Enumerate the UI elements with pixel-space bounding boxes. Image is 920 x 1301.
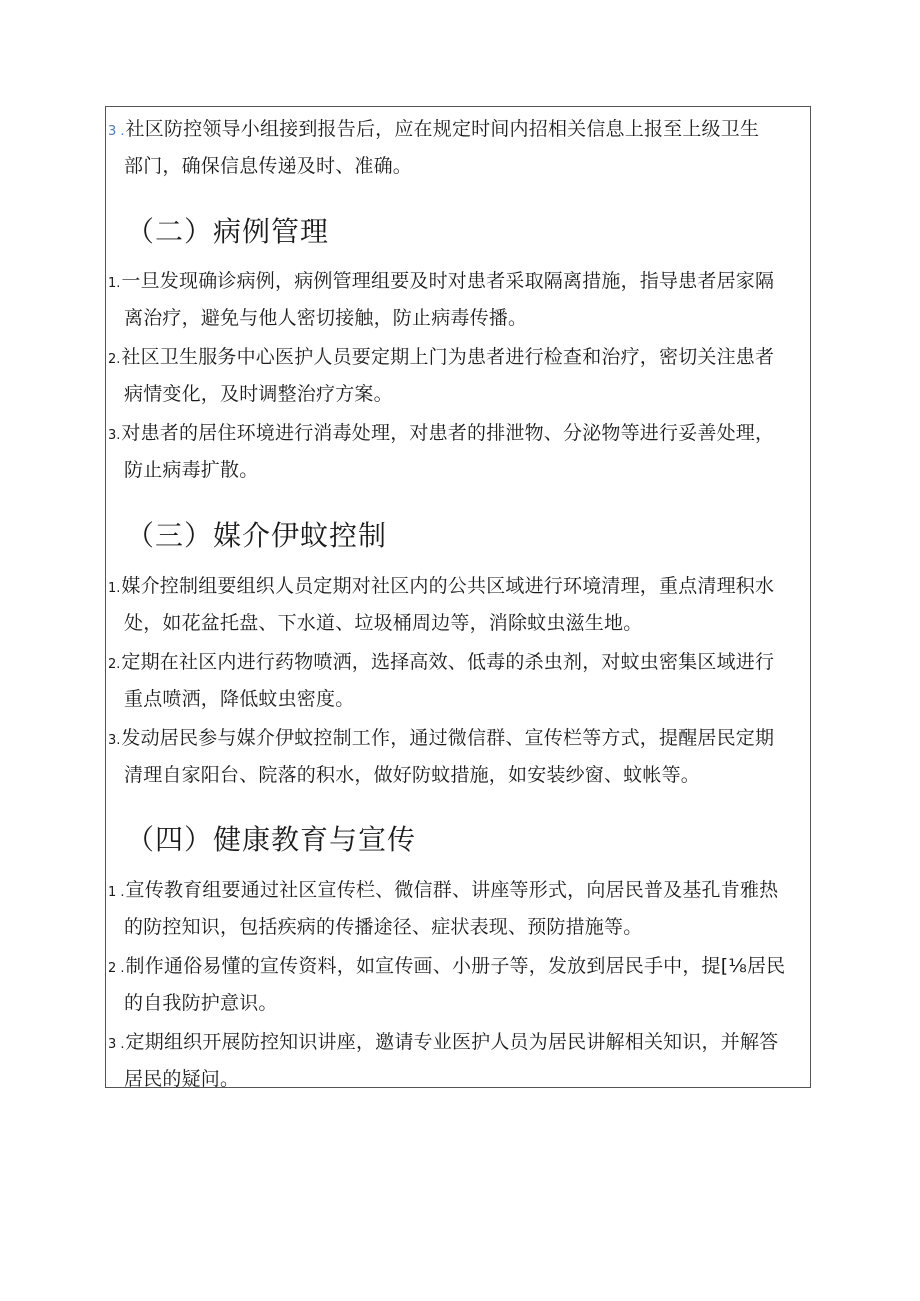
section-heading-mosquito: （三）媒介伊蚊控制: [126, 519, 388, 552]
item-text-line2: 的自我防护意识。: [124, 992, 278, 1014]
item-text-line2: 离治疗，避免与他人密切接触，防止病毒传播。: [124, 307, 528, 329]
item-number: 3.: [108, 428, 121, 443]
item-text-line2: 部门，确保信息传递及时、准确。: [124, 155, 413, 177]
item-text-line1: 对患者的居住环境进行消毒处理，对患者的排泄物、分泌物等进行妥善处理，: [121, 422, 775, 444]
item-text-line2: 清理自家阳台、院落的积水，做好防蚊措施，如安装纱窗、蚊帐等。: [124, 764, 701, 786]
item-text-line2: 的防控知识，包括疾病的传播途径、症状表现、预防措施等。: [124, 916, 643, 938]
item-number: 3 .: [108, 124, 125, 139]
section-heading-case: （二）病例管理: [126, 215, 330, 248]
item-number: 3.: [108, 733, 121, 748]
item-text-line1: 社区防控领导小组接到报告后，应在规定时间内招相关信息上报至上级卫生: [125, 118, 760, 140]
item-text-line2: 居民的疑问。: [124, 1068, 240, 1090]
mosquito-item-3: [108, 721, 808, 792]
section-heading-education: （四）健康教育与宣传: [126, 823, 417, 856]
item-text-line1: 宣传教育组要通过社区宣传栏、微信群、讲座等形式，向居民普及基孔肯雅热: [125, 879, 779, 901]
item-number: 2.: [108, 352, 121, 367]
item-number: 1.: [108, 276, 121, 291]
item-text-line1: 发动居民参与媒介伊蚊控制工作，通过微信群、宣传栏等方式，提醒居民定期: [121, 727, 775, 749]
education-item-2: [108, 949, 808, 1020]
item-text-line2: 病情变化，及时调整治疗方案。: [124, 383, 393, 405]
item-text-line1: 定期组织开展防控知识讲座，邀请专业医护人员为居民讲解相关知识，并解答: [125, 1031, 779, 1053]
case-item-3: [108, 416, 808, 487]
education-item-1: [108, 873, 808, 944]
item-text-line1: 制作通俗易懂的宣传资料，如宣传画、小册子等，发放到居民手中，提[⅛居民: [125, 955, 786, 977]
education-item-3: [108, 1025, 808, 1096]
case-item-1: [108, 264, 808, 335]
item-number: 2 .: [108, 961, 125, 976]
item-text-line2: 处，如花盆托盘、下水道、垃圾桶周边等，消除蚊虫滋生地。: [124, 612, 643, 634]
item-text-line2: 重点喷洒，降低蚊虫密度。: [124, 688, 355, 710]
item-text-line1: 一旦发现确诊病例，病例管理组要及时对患者采取隔离措施，指导患者居家隔: [121, 270, 775, 292]
report-item-3: [108, 112, 808, 183]
item-number: 2.: [108, 657, 121, 672]
case-item-2: [108, 340, 808, 411]
item-number: 1 .: [108, 885, 125, 900]
mosquito-item-2: [108, 645, 808, 716]
item-number: 3 .: [108, 1037, 125, 1052]
mosquito-item-1: [108, 569, 808, 640]
item-text-line2: 防止病毒扩散。: [124, 459, 259, 481]
item-text-line1: 媒介控制组要组织人员定期对社区内的公共区域进行环境清理，重点清理积水: [121, 575, 775, 597]
item-text-line1: 定期在社区内进行药物喷洒，选择高效、低毒的杀虫剂，对蚊虫密集区域进行: [121, 651, 775, 673]
item-text-line1: 社区卫生服务中心医护人员要定期上门为患者进行检查和治疗，密切关注患者: [121, 346, 775, 368]
item-number: 1.: [108, 581, 121, 596]
